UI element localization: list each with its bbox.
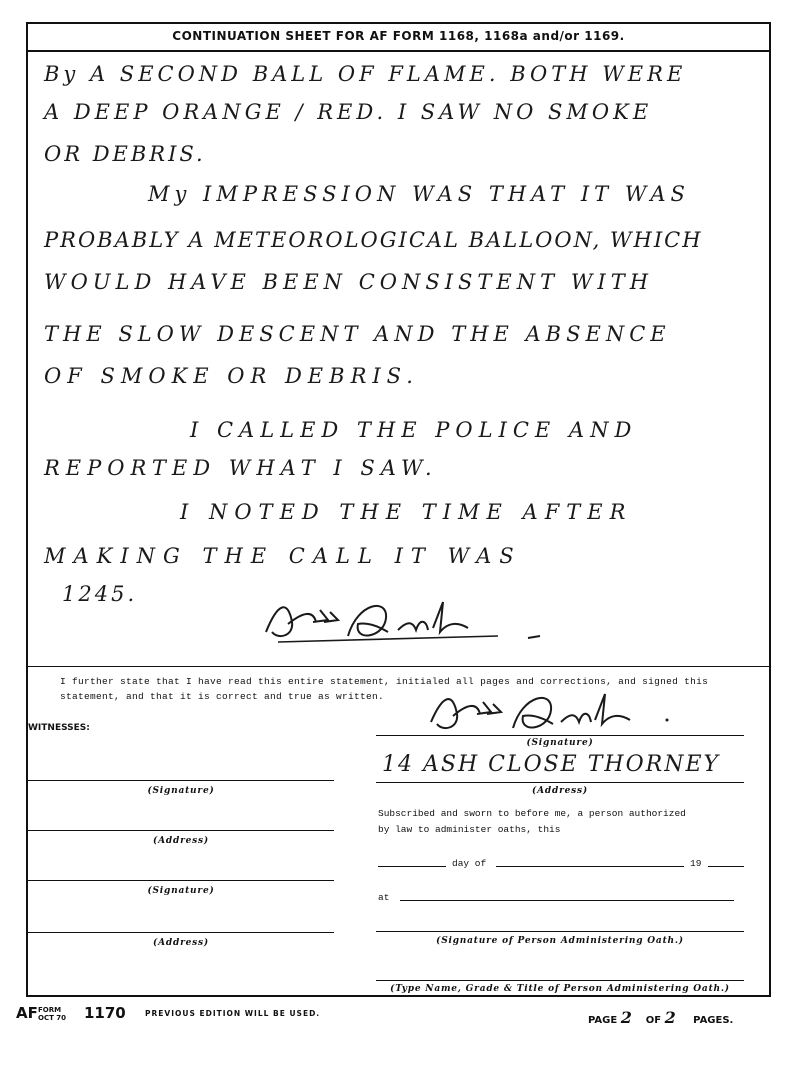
footer-form-word-date xyxy=(38,1006,66,1022)
handwritten-line: OR DEBRIS. xyxy=(44,142,206,166)
handwritten-line: OF SMOKE OR DEBRIS. xyxy=(44,364,419,388)
certification-statement: I further state that I have read this entire statement, initialed all pages and corrections, and signed this statement, and that it is correct and true as written. xyxy=(60,676,709,702)
handwritten-line: By A SECOND BALL OF FLAME. BOTH WERE xyxy=(44,62,687,86)
form-header xyxy=(26,22,771,52)
footer-form-prefix: AF xyxy=(16,1004,38,1022)
footer-pages-label: PAGES. xyxy=(693,1015,734,1026)
witness1-signature-line[interactable] xyxy=(28,780,334,781)
declarant-address-line[interactable] xyxy=(376,782,744,783)
witnesses-label: WITNESSES: xyxy=(28,723,90,733)
oath-month-line[interactable] xyxy=(496,866,684,867)
oath-year-line[interactable] xyxy=(708,866,744,867)
oath-day-line[interactable] xyxy=(378,866,446,867)
footer-previous-edition: PREVIOUS EDITION WILL BE USED. xyxy=(145,1009,321,1018)
oath-administering-signature-line[interactable] xyxy=(376,931,744,932)
oath-subscribed-line2: by law to administer oaths, this xyxy=(378,824,561,835)
witness2-signature-caption: (Signature) xyxy=(147,886,215,896)
declarant-signature-caption: (Signature) xyxy=(526,738,594,748)
oath-type-name-line[interactable] xyxy=(376,980,744,981)
footer-page-label: PAGE xyxy=(588,1015,618,1026)
footer-form-date: OCT 70 xyxy=(38,1014,67,1022)
declarant-signature-line[interactable] xyxy=(376,735,744,736)
handwritten-line: MAKING THE CALL IT WAS xyxy=(44,544,522,568)
footer-page-total: 2 xyxy=(664,1008,676,1027)
handwritten-line: PROBABLY A METEOROLOGICAL BALLOON, WHICH xyxy=(44,228,703,252)
witness2-signature-line[interactable] xyxy=(28,880,334,881)
witness1-signature-caption: (Signature) xyxy=(147,786,215,796)
footer-page-current: 2 xyxy=(620,1008,632,1027)
handwritten-line: I CALLED THE POLICE AND xyxy=(190,418,638,442)
declarant-address-handwritten: 14 ASH CLOSE THORNEY xyxy=(382,752,721,777)
footer-form-word: FORM xyxy=(38,1006,62,1014)
witness2-address-caption: (Address) xyxy=(153,938,209,948)
oath-year-prefix: 19 xyxy=(690,858,702,869)
declarant-signature-scribble xyxy=(425,686,705,738)
oath-administering-caption: (Signature of Person Administering Oath.) xyxy=(436,936,684,946)
statement-divider xyxy=(28,666,770,667)
witness1-address-line[interactable] xyxy=(28,830,334,831)
handwritten-line: REPORTED WHAT I SAW. xyxy=(44,456,438,480)
declarant-address-caption: (Address) xyxy=(532,786,588,796)
handwritten-line: A DEEP ORANGE / RED. I SAW NO SMOKE xyxy=(44,100,653,124)
witness1-address-caption: (Address) xyxy=(153,836,209,846)
witness2-address-line[interactable] xyxy=(28,932,334,933)
handwritten-line: My IMPRESSION WAS THAT IT WAS xyxy=(148,182,690,206)
footer-of-label: OF xyxy=(645,1015,662,1026)
oath-place-line[interactable] xyxy=(400,900,734,901)
handwritten-line: THE SLOW DESCENT AND THE ABSENCE xyxy=(44,322,671,346)
oath-day-of-label: day of xyxy=(452,858,487,869)
footer-form-number: 1170 xyxy=(84,1004,126,1022)
oath-subscribed-line1: Subscribed and sworn to before me, a person authorized xyxy=(378,808,686,819)
oath-type-name-caption: (Type Name, Grade & Title of Person Administering Oath.) xyxy=(390,984,730,994)
body-signature-scribble xyxy=(258,592,558,650)
handwritten-line: 1245. xyxy=(62,582,138,606)
handwritten-line: I NOTED THE TIME AFTER xyxy=(180,500,633,524)
handwritten-line: WOULD HAVE BEEN CONSISTENT WITH xyxy=(44,270,654,294)
oath-at-label: at xyxy=(378,892,390,903)
footer-page-count xyxy=(588,1008,733,1027)
form-header-title: CONTINUATION SHEET FOR AF FORM 1168, 1168a and/or 1169. xyxy=(172,29,625,43)
